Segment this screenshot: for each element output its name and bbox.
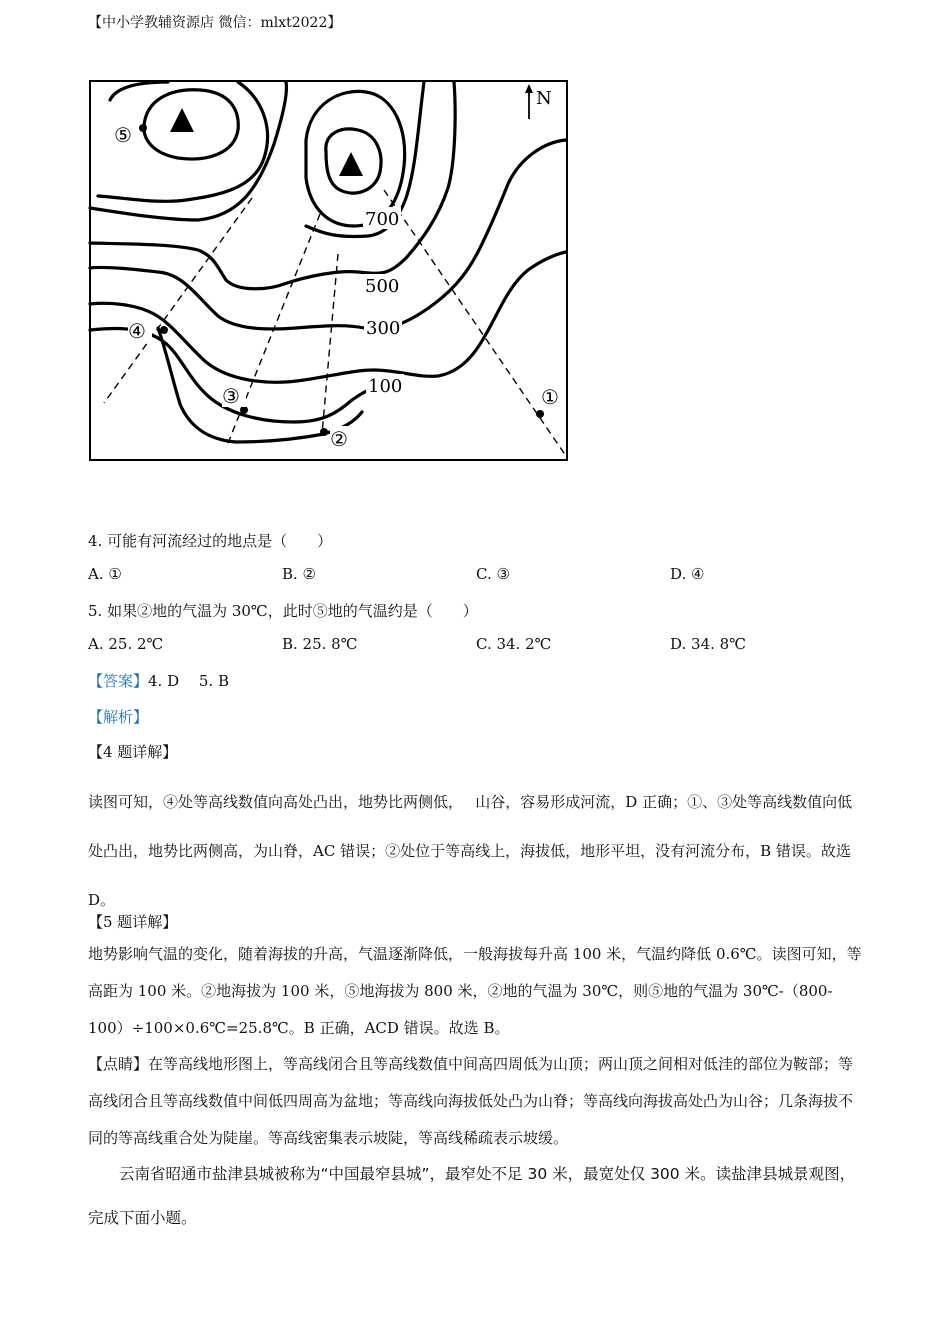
answer-line — [88, 670, 229, 691]
point-label-3: ③ — [222, 384, 240, 408]
point-3-dot — [240, 406, 248, 414]
analysis-tag: 【解析】 — [88, 708, 149, 726]
point-label-5: ⑤ — [114, 123, 132, 147]
point-5-dot — [139, 124, 147, 132]
q5-stem: 5. 如果②地的气温为 30℃，此时⑤地的气温约是（ ） — [88, 602, 478, 620]
point-label-1: ① — [541, 385, 559, 409]
point-1-dot — [536, 410, 544, 418]
detail4-body: 读图可知，④处等高线数值向高处凸出，地势比两侧低， 山谷，容易形成河流，D 正确；①、③处等高线数值向低处凸出，地势比两侧高，为山脊，AC 错误；②处位于等高线上，海拔低，地形平坦，没有河流分布，B 错误。故选 D。 — [88, 793, 853, 909]
q4-option-b[interactable]: B. ② — [282, 565, 317, 583]
point-label-4: ④ — [128, 319, 146, 343]
point-4-dot — [160, 326, 168, 334]
q5-option-b[interactable]: B. 25. 8℃ — [282, 635, 358, 653]
q4-option-a[interactable]: A. ① — [88, 565, 122, 583]
tip-body: 【点睛】在等高线地形图上，等高线闭合且等高线数值中间高四周低为山顶；两山顶之间相对低洼的部位为鞍部；等高线闭合且等高线数值中间低四周高为盆地；等高线向海拔低处凸为山脊；等高线向海拔高处凸为山谷；几条海拔不同的等高线重合处为陡崖。等高线密集表示坡陡，等高线稀疏表示坡缓。 — [88, 1055, 854, 1147]
q4-option-c[interactable]: C. ③ — [476, 565, 510, 583]
contour-map — [88, 78, 570, 464]
q4-option-d[interactable]: D. ④ — [670, 565, 705, 583]
header-watermark: 【中小学教辅资源店 微信：mlxt2022】 — [88, 15, 342, 31]
q5-option-d[interactable]: D. 34. 8℃ — [670, 635, 746, 653]
answer-text: 4. D 5. B — [148, 672, 229, 690]
answer-tag: 【答案】 — [88, 672, 149, 690]
point-2-dot — [320, 428, 328, 436]
contour-label-700: 700 — [365, 209, 400, 230]
q5-option-a[interactable]: A. 25. 2℃ — [88, 635, 164, 653]
detail5-body: 地势影响气温的变化，随着海拔的升高，气温逐渐降低，一般海拔每升高 100 米，气温约降低 0.6℃。读图可知，等高距为 100 米。②地海拔为 100 米，⑤地海拔为 800 米，②地的气温为 30℃，则⑤地的气温为 30℃-（800-100）÷100×0.6℃=25.8℃。B 正确，ACD 错误。故选 B。 — [88, 945, 862, 1037]
q5-option-c[interactable]: C. 34. 2℃ — [476, 635, 552, 653]
detail5-title: 【5 题详解】 — [88, 913, 178, 931]
contour-label-100: 100 — [368, 376, 403, 397]
contour-label-300: 300 — [366, 318, 401, 339]
next-passage: 云南省昭通市盐津县城被称为“中国最窄县城”，最窄处不足 30 米，最宽处仅 300 米。读盐津县城景观图，完成下面小题。 — [88, 1165, 856, 1227]
detail4-title: 【4 题详解】 — [88, 743, 178, 761]
point-label-2: ② — [330, 427, 348, 451]
contour-label-500: 500 — [365, 276, 400, 297]
q4-stem: 4. 可能有河流经过的地点是（ ） — [88, 532, 333, 550]
north-label: N — [536, 88, 552, 109]
contour-map-svg — [88, 78, 570, 464]
